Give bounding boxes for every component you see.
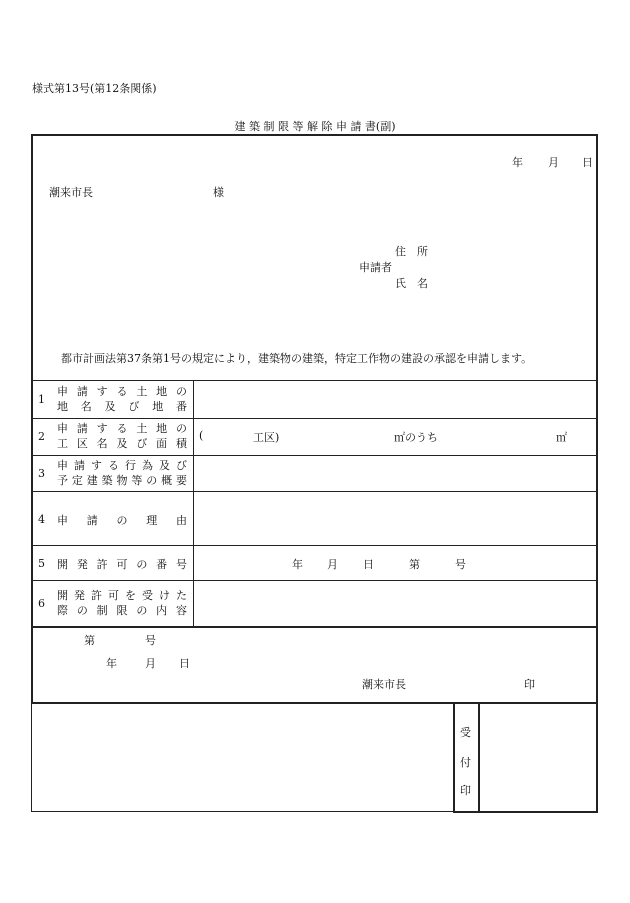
receipt-stamp-area[interactable] [480, 704, 598, 813]
approval-mayor: 潮来市長 [362, 678, 406, 691]
row-label [57, 384, 187, 414]
approval-year: 年 [106, 657, 117, 670]
addressee-name: 潮来市長 [49, 186, 93, 199]
receipt-char: 付 [460, 756, 471, 769]
row-label-line: 地名及び地番 [57, 400, 187, 413]
receipt-char: 受 [460, 726, 471, 739]
activity-overview-field[interactable] [194, 456, 597, 491]
permit-day: 日 [363, 558, 374, 571]
area-of-label: ㎡のうち [394, 431, 438, 444]
date-day: 日 [582, 156, 593, 169]
date-year: 年 [512, 156, 523, 169]
page-title: 建 築 制 限 等 解 除 申 請 書(副) [234, 120, 396, 133]
date-month: 月 [548, 156, 559, 169]
row-number: 1 [38, 393, 45, 406]
ward-label: 工区) [253, 431, 280, 444]
approval-seal: 印 [524, 678, 535, 691]
application-statement: 都市計画法第37条第1号の規定により，建築物の建築，特定工作物の建設の承認を申請します。 [61, 352, 533, 365]
approval-month: 月 [145, 657, 156, 670]
approval-dai: 第 [84, 634, 95, 647]
row-label [57, 421, 187, 451]
permit-number-field[interactable] [194, 546, 597, 580]
open-paren: ( [199, 429, 204, 442]
permit-year: 年 [292, 558, 303, 571]
row-label-line: 際の制限の内容 [57, 604, 187, 617]
row-number: 5 [38, 557, 45, 570]
permit-dai: 第 [409, 558, 420, 571]
row-label-line: 申請する行為及び [57, 459, 187, 472]
row-label-line: 申請する土地の [57, 422, 187, 435]
row-label-line: 予定建築物等の概要 [57, 474, 187, 487]
row-label-line: 申請する土地の [57, 385, 187, 398]
row-label [57, 557, 187, 572]
row-number: 3 [38, 467, 45, 480]
row-divider [32, 626, 598, 628]
row-label [57, 458, 187, 488]
row-label-line: 開発許可を受けた [57, 589, 187, 602]
row-label [57, 513, 187, 528]
row-number: 6 [38, 597, 45, 610]
row-label-line: 申 請 の 理 由 [57, 514, 187, 527]
permit-go: 号 [455, 558, 466, 571]
form-number: 様式第13号(第12条関係) [32, 82, 157, 95]
receipt-char: 印 [460, 784, 471, 797]
row-label [57, 588, 187, 618]
permit-month: 月 [327, 558, 338, 571]
addressee-honorific: 様 [213, 186, 224, 199]
row-number: 4 [38, 513, 45, 526]
applicant-role-label: 申請者 [359, 261, 392, 274]
row-number: 2 [38, 430, 45, 443]
land-location-field[interactable] [194, 381, 597, 418]
applicant-address-label: 住 所 [395, 245, 428, 258]
application-reason-field[interactable] [194, 492, 597, 545]
row-label-line: 開発許可の番号 [57, 558, 187, 571]
ward-area-field[interactable] [194, 419, 597, 455]
permit-restrictions-field[interactable] [194, 581, 597, 626]
approval-day: 日 [179, 657, 190, 670]
applicant-name-label: 氏 名 [395, 277, 428, 290]
area-unit: ㎡ [556, 431, 567, 444]
approval-go: 号 [145, 634, 156, 647]
row-label-line: 工区名及び面積 [57, 437, 187, 450]
